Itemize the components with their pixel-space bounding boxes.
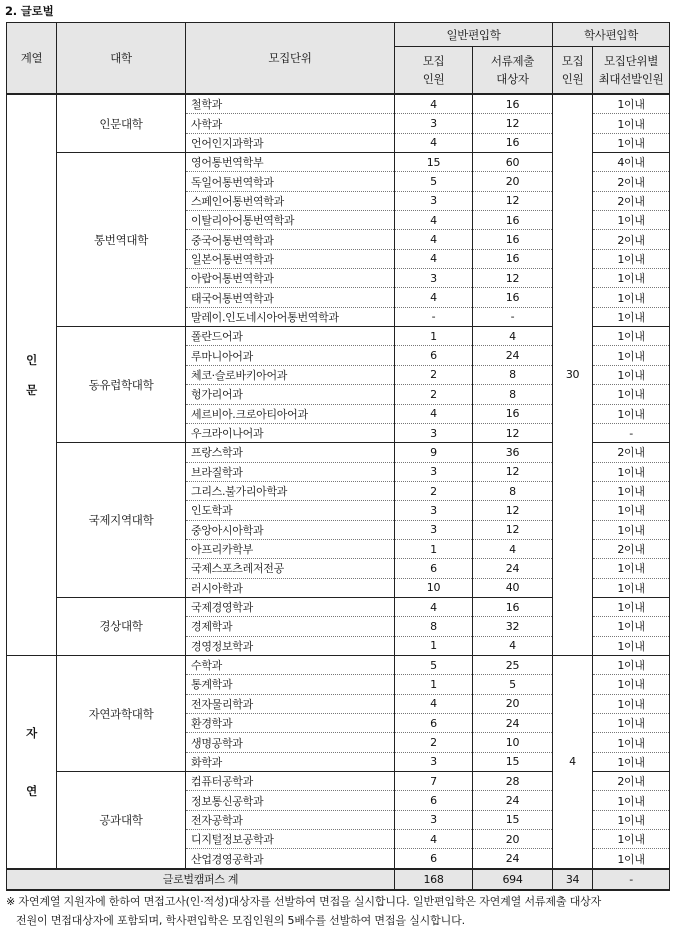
general-quota-cell: 4 xyxy=(395,211,473,230)
general-docs-cell: 16 xyxy=(473,597,553,616)
bachelor-max-cell: 1이내 xyxy=(593,597,670,616)
table-row xyxy=(7,655,670,674)
footnote-line-1: ※ 자연계열 지원자에 한하여 면접고사(인·적성)대상자를 선발하여 면접을 실시합니다. 일반편입학은 자연계열 서류제출 대상자 xyxy=(6,895,602,908)
bachelor-max-cell: 2이내 xyxy=(593,443,670,462)
unit-name-cell: 정보통신공학과 xyxy=(186,791,395,810)
bachelor-max-cell: 1이내 xyxy=(593,307,670,326)
unit-name-cell: 경영정보학과 xyxy=(186,636,395,655)
general-docs-cell: 5 xyxy=(473,675,553,694)
header-general-docs: 서류제출 대상자 xyxy=(473,47,553,95)
general-docs-cell: 12 xyxy=(473,114,553,133)
general-docs-cell: 12 xyxy=(473,423,553,442)
bachelor-max-cell: 1이내 xyxy=(593,327,670,346)
general-docs-cell: 24 xyxy=(473,714,553,733)
general-quota-cell: 4 xyxy=(395,694,473,713)
general-docs-cell: 12 xyxy=(473,269,553,288)
category-cell: 자 연 xyxy=(7,655,57,868)
unit-name-cell: 폴란드어과 xyxy=(186,327,395,346)
total-bachelor-quota: 34 xyxy=(553,869,593,890)
unit-name-cell: 경제학과 xyxy=(186,617,395,636)
unit-name-cell: 독일어통번역학과 xyxy=(186,172,395,191)
general-quota-cell: 3 xyxy=(395,269,473,288)
bachelor-max-cell: 1이내 xyxy=(593,211,670,230)
bachelor-max-cell: 1이내 xyxy=(593,481,670,500)
unit-name-cell: 중국어통번역학과 xyxy=(186,230,395,249)
general-docs-cell: 60 xyxy=(473,153,553,172)
general-docs-cell: 32 xyxy=(473,617,553,636)
general-quota-cell: 2 xyxy=(395,385,473,404)
unit-name-cell: 아프리카학부 xyxy=(186,539,395,558)
header-bachelor-max: 모집단위별 최대선발인원 xyxy=(593,47,670,95)
general-quota-cell: 3 xyxy=(395,520,473,539)
general-docs-cell: 16 xyxy=(473,133,553,152)
general-quota-cell: 3 xyxy=(395,501,473,520)
unit-name-cell: 디지털정보공학과 xyxy=(186,830,395,849)
general-docs-cell: 8 xyxy=(473,481,553,500)
general-quota-cell: 3 xyxy=(395,114,473,133)
general-docs-cell: 28 xyxy=(473,772,553,791)
header-college: 대학 xyxy=(57,23,186,95)
bachelor-max-cell: 2이내 xyxy=(593,230,670,249)
college-cell: 국제지역대학 xyxy=(57,443,186,598)
bachelor-max-cell: 2이내 xyxy=(593,172,670,191)
unit-name-cell: 브라질학과 xyxy=(186,462,395,481)
general-quota-cell: - xyxy=(395,307,473,326)
bachelor-max-cell: 1이내 xyxy=(593,501,670,520)
unit-name-cell: 그리스.불가리아학과 xyxy=(186,481,395,500)
bachelor-max-cell: 1이내 xyxy=(593,733,670,752)
unit-name-cell: 컴퓨터공학과 xyxy=(186,772,395,791)
general-docs-cell: 20 xyxy=(473,694,553,713)
bachelor-max-cell: 1이내 xyxy=(593,830,670,849)
general-quota-cell: 6 xyxy=(395,714,473,733)
bachelor-max-cell: 1이내 xyxy=(593,365,670,384)
general-quota-cell: 10 xyxy=(395,578,473,597)
general-quota-cell: 9 xyxy=(395,443,473,462)
general-docs-cell: 24 xyxy=(473,346,553,365)
college-cell: 동유럽학대학 xyxy=(57,327,186,443)
total-bachelor-max: - xyxy=(593,869,670,890)
unit-name-cell: 말레이.인도네시아어통번역학과 xyxy=(186,307,395,326)
header-bachelor-quota: 모집 인원 xyxy=(553,47,593,95)
general-quota-cell: 1 xyxy=(395,327,473,346)
bachelor-max-cell: 1이내 xyxy=(593,346,670,365)
general-docs-cell: 16 xyxy=(473,249,553,268)
general-quota-cell: 4 xyxy=(395,597,473,616)
unit-name-cell: 언어인지과학과 xyxy=(186,133,395,152)
header-unit: 모집단위 xyxy=(186,23,395,95)
general-quota-cell: 3 xyxy=(395,752,473,771)
header-bachelor-transfer: 학사편입학 xyxy=(553,23,670,47)
unit-name-cell: 국제스포츠레저전공 xyxy=(186,559,395,578)
bachelor-max-cell: 1이내 xyxy=(593,520,670,539)
general-quota-cell: 4 xyxy=(395,404,473,423)
section-title: 2. 글로벌 xyxy=(5,4,54,18)
general-quota-cell: 1 xyxy=(395,539,473,558)
bachelor-max-cell: 4이내 xyxy=(593,153,670,172)
general-quota-cell: 1 xyxy=(395,636,473,655)
general-quota-cell: 6 xyxy=(395,346,473,365)
total-label: 글로벌캠퍼스 계 xyxy=(7,869,395,890)
unit-name-cell: 환경학과 xyxy=(186,714,395,733)
bachelor-max-cell: 1이내 xyxy=(593,694,670,713)
unit-name-cell: 스페인어통번역학과 xyxy=(186,191,395,210)
unit-name-cell: 일본어통번역학과 xyxy=(186,249,395,268)
general-quota-cell: 2 xyxy=(395,733,473,752)
bachelor-max-cell: 1이내 xyxy=(593,810,670,829)
bachelor-max-cell: 1이내 xyxy=(593,269,670,288)
unit-name-cell: 영어통번역학부 xyxy=(186,153,395,172)
bachelor-max-cell: 1이내 xyxy=(593,675,670,694)
general-quota-cell: 3 xyxy=(395,191,473,210)
general-quota-cell: 4 xyxy=(395,830,473,849)
general-docs-cell: 16 xyxy=(473,94,553,114)
bachelor-max-cell: 1이내 xyxy=(593,559,670,578)
bachelor-max-cell: 1이내 xyxy=(593,655,670,674)
bachelor-max-cell: 2이내 xyxy=(593,539,670,558)
bachelor-max-cell: 1이내 xyxy=(593,578,670,597)
admission-table xyxy=(6,22,670,891)
general-quota-cell: 2 xyxy=(395,481,473,500)
general-docs-cell: 20 xyxy=(473,830,553,849)
unit-name-cell: 전자공학과 xyxy=(186,810,395,829)
bachelor-max-cell: 1이내 xyxy=(593,114,670,133)
unit-name-cell: 태국어통번역학과 xyxy=(186,288,395,307)
general-docs-cell: 16 xyxy=(473,404,553,423)
unit-name-cell: 생명공학과 xyxy=(186,733,395,752)
bachelor-max-cell: 1이내 xyxy=(593,249,670,268)
bachelor-max-cell: 1이내 xyxy=(593,94,670,114)
header-general-quota: 모집 인원 xyxy=(395,47,473,95)
college-cell: 자연과학대학 xyxy=(57,655,186,771)
general-docs-cell: 15 xyxy=(473,752,553,771)
general-quota-cell: 6 xyxy=(395,849,473,869)
unit-name-cell: 인도학과 xyxy=(186,501,395,520)
general-docs-cell: 4 xyxy=(473,539,553,558)
general-docs-cell: 12 xyxy=(473,501,553,520)
total-general-docs: 694 xyxy=(473,869,553,890)
unit-name-cell: 우크라이나어과 xyxy=(186,423,395,442)
unit-name-cell: 헝가리어과 xyxy=(186,385,395,404)
general-quota-cell: 4 xyxy=(395,249,473,268)
unit-name-cell: 세르비아.크로아티아어과 xyxy=(186,404,395,423)
general-docs-cell: 16 xyxy=(473,230,553,249)
bachelor-max-cell: 1이내 xyxy=(593,636,670,655)
general-quota-cell: 3 xyxy=(395,423,473,442)
unit-name-cell: 사학과 xyxy=(186,114,395,133)
category-cell: 인 문 xyxy=(7,94,57,655)
bachelor-max-cell: 1이내 xyxy=(593,462,670,481)
footnote xyxy=(6,892,668,930)
unit-name-cell: 국제경영학과 xyxy=(186,597,395,616)
bachelor-max-cell: 2이내 xyxy=(593,772,670,791)
unit-name-cell: 철학과 xyxy=(186,94,395,114)
general-docs-cell: 20 xyxy=(473,172,553,191)
general-quota-cell: 5 xyxy=(395,172,473,191)
bachelor-max-cell: 1이내 xyxy=(593,288,670,307)
general-docs-cell: 24 xyxy=(473,849,553,869)
general-docs-cell: 25 xyxy=(473,655,553,674)
header-general-transfer: 일반편입학 xyxy=(395,23,553,47)
table-row xyxy=(7,94,670,114)
college-cell: 인문대학 xyxy=(57,94,186,153)
bachelor-max-cell: 1이내 xyxy=(593,791,670,810)
general-docs-cell: 15 xyxy=(473,810,553,829)
general-quota-cell: 3 xyxy=(395,462,473,481)
general-quota-cell: 6 xyxy=(395,791,473,810)
general-quota-cell: 4 xyxy=(395,133,473,152)
general-quota-cell: 4 xyxy=(395,288,473,307)
bachelor-max-cell: 1이내 xyxy=(593,133,670,152)
general-docs-cell: 16 xyxy=(473,288,553,307)
unit-name-cell: 이탈리아어통번역학과 xyxy=(186,211,395,230)
unit-name-cell: 체코·슬로바키아어과 xyxy=(186,365,395,384)
unit-name-cell: 중앙아시아학과 xyxy=(186,520,395,539)
general-quota-cell: 3 xyxy=(395,810,473,829)
general-docs-cell: 8 xyxy=(473,385,553,404)
general-quota-cell: 1 xyxy=(395,675,473,694)
general-quota-cell: 8 xyxy=(395,617,473,636)
general-quota-cell: 15 xyxy=(395,153,473,172)
general-docs-cell: 12 xyxy=(473,462,553,481)
general-docs-cell: 4 xyxy=(473,636,553,655)
general-docs-cell: 4 xyxy=(473,327,553,346)
unit-name-cell: 통계학과 xyxy=(186,675,395,694)
general-docs-cell: 12 xyxy=(473,191,553,210)
general-quota-cell: 4 xyxy=(395,230,473,249)
unit-name-cell: 화학과 xyxy=(186,752,395,771)
bachelor-quota-cell: 4 xyxy=(553,655,593,868)
bachelor-max-cell: 1이내 xyxy=(593,404,670,423)
unit-name-cell: 러시아학과 xyxy=(186,578,395,597)
bachelor-max-cell: 1이내 xyxy=(593,849,670,869)
bachelor-quota-cell: 30 xyxy=(553,94,593,655)
college-cell: 통번역대학 xyxy=(57,153,186,327)
general-docs-cell: 24 xyxy=(473,559,553,578)
general-docs-cell: 10 xyxy=(473,733,553,752)
unit-name-cell: 수학과 xyxy=(186,655,395,674)
general-docs-cell: 12 xyxy=(473,520,553,539)
unit-name-cell: 전자물리학과 xyxy=(186,694,395,713)
general-docs-cell: 16 xyxy=(473,211,553,230)
bachelor-max-cell: - xyxy=(593,423,670,442)
total-row xyxy=(7,869,670,890)
bachelor-max-cell: 1이내 xyxy=(593,714,670,733)
general-quota-cell: 5 xyxy=(395,655,473,674)
general-quota-cell: 6 xyxy=(395,559,473,578)
general-docs-cell: - xyxy=(473,307,553,326)
general-docs-cell: 24 xyxy=(473,791,553,810)
unit-name-cell: 루마니아어과 xyxy=(186,346,395,365)
college-cell: 공과대학 xyxy=(57,772,186,869)
bachelor-max-cell: 1이내 xyxy=(593,385,670,404)
general-docs-cell: 8 xyxy=(473,365,553,384)
bachelor-max-cell: 2이내 xyxy=(593,191,670,210)
general-docs-cell: 36 xyxy=(473,443,553,462)
unit-name-cell: 프랑스학과 xyxy=(186,443,395,462)
unit-name-cell: 산업경영공학과 xyxy=(186,849,395,869)
general-docs-cell: 40 xyxy=(473,578,553,597)
header-category: 계열 xyxy=(7,23,57,95)
bachelor-max-cell: 1이내 xyxy=(593,617,670,636)
general-quota-cell: 7 xyxy=(395,772,473,791)
general-quota-cell: 2 xyxy=(395,365,473,384)
college-cell: 경상대학 xyxy=(57,597,186,655)
bachelor-max-cell: 1이내 xyxy=(593,752,670,771)
unit-name-cell: 아랍어통번역학과 xyxy=(186,269,395,288)
total-general-quota: 168 xyxy=(395,869,473,890)
footnote-line-2: 전원이 면접대상자에 포함되며, 학사편입학은 모집인원의 5배수를 선발하여 면접을 실시합니다. xyxy=(6,914,465,927)
general-quota-cell: 4 xyxy=(395,94,473,114)
